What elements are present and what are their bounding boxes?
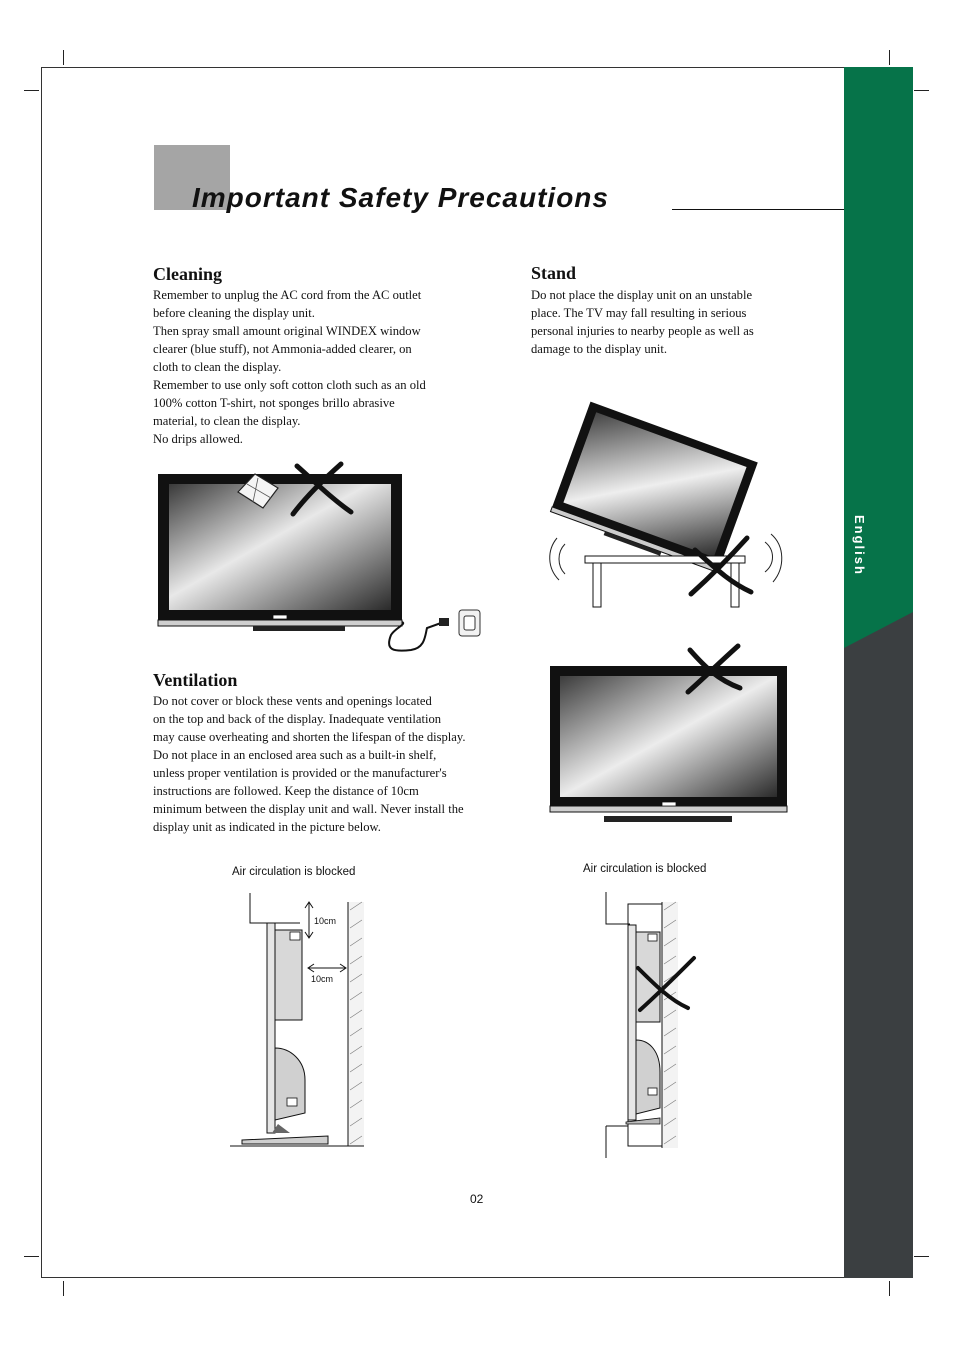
text-line: material, to clean the display. (153, 414, 301, 428)
crop-mark (889, 1281, 890, 1296)
crop-mark (914, 90, 929, 91)
text-line: on the top and back of the display. Inadequate ventilation (153, 712, 442, 726)
text-line: No drips allowed. (153, 432, 243, 446)
ventilation-heading: Ventilation (153, 670, 238, 690)
right-diagram-caption: Air circulation is blocked (583, 863, 707, 875)
text-line: place. The TV may fall resulting in serious (531, 306, 747, 320)
text-line: before cleaning the display unit. (153, 306, 315, 320)
distance-side-label: 10cm (311, 974, 334, 984)
stand-illustration (545, 400, 790, 615)
ventilation-tv-illustration (548, 640, 793, 830)
side-tab-gray (844, 612, 913, 1278)
stand-heading: Stand (531, 263, 577, 283)
side-view-correct-diagram (230, 888, 370, 1153)
text-line: clearer (blue stuff), not Ammonia-added clearer, on (153, 342, 412, 356)
text-line: minimum between the display unit and wall. Never install the (153, 802, 464, 816)
side-tab-green (844, 67, 913, 667)
text-line: personal injuries to nearby people as well as (531, 324, 754, 338)
text-line: Remember to use only soft cotton cloth such as an old (153, 378, 426, 392)
side-view-blocked-diagram (600, 890, 685, 1165)
text-line: Do not place in an enclosed area such as a built-in shelf, (153, 748, 437, 762)
title-underline (672, 209, 844, 210)
text-line: 100% cotton T-shirt, not sponges brillo abrasive (153, 396, 395, 410)
cleaning-illustration (155, 460, 485, 655)
cleaning-text (153, 286, 426, 448)
text-line: cloth to clean the display. (153, 360, 282, 374)
page-number: 02 (470, 1192, 484, 1206)
page-title: Important Safety Precautions (192, 182, 609, 213)
text-line: Then spray small amount original WINDEX window (153, 324, 421, 338)
stand-text (531, 286, 754, 358)
crop-mark (24, 1256, 39, 1257)
left-diagram-caption: Air circulation is blocked (232, 866, 356, 878)
text-line: may cause overheating and shorten the lifespan of the display. (153, 730, 466, 744)
distance-top-label: 10cm (314, 916, 337, 926)
text-line: Do not place the display unit on an unstable (531, 288, 753, 302)
text-line: Do not cover or block these vents and openings located (153, 694, 432, 708)
language-tab-label: English (852, 515, 867, 576)
crop-mark (24, 90, 39, 91)
crop-mark (63, 1281, 64, 1296)
text-line: unless proper ventilation is provided or the manufacturer's (153, 766, 447, 780)
text-line: damage to the display unit. (531, 342, 668, 356)
text-line: instructions are followed. Keep the distance of 10cm (153, 784, 419, 798)
text-line: Remember to unplug the AC cord from the AC outlet (153, 288, 422, 302)
cleaning-heading: Cleaning (153, 264, 223, 284)
crop-mark (914, 1256, 929, 1257)
crop-mark (63, 50, 64, 65)
text-line: display unit as indicated in the picture below. (153, 820, 381, 834)
ventilation-text (153, 692, 466, 836)
crop-mark (889, 50, 890, 65)
